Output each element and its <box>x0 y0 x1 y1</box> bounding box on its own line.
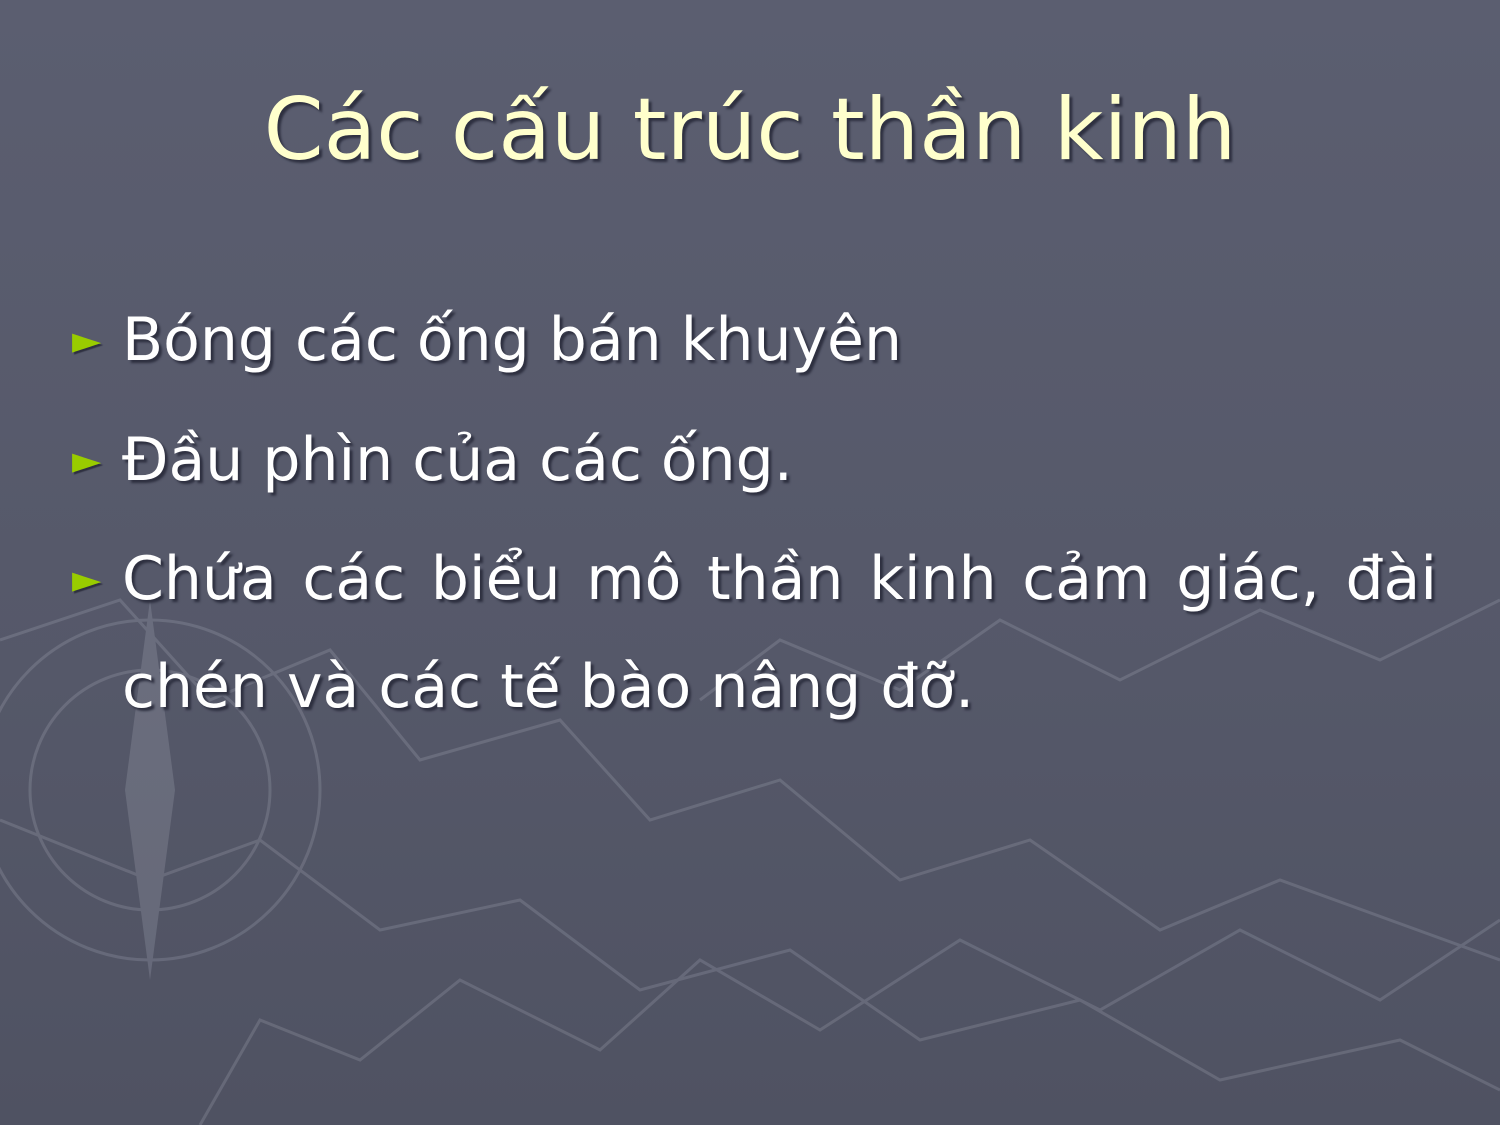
bullet-arrow-icon: ► <box>72 438 102 482</box>
bullet-text: Đầu phìn của các ống. <box>122 425 793 495</box>
bullet-item <box>72 405 1437 515</box>
bullet-text: Chứa các biểu mô thần kinh cảm giác, đài chén và các tế bào nâng đỡ. <box>122 544 1437 722</box>
slide-title: Các cấu trúc thần kinh <box>263 80 1237 180</box>
map-line <box>200 920 1500 1125</box>
bullet-text: Bóng các ống bán khuyên <box>122 305 902 375</box>
bullet-arrow-icon: ► <box>72 557 102 601</box>
map-line <box>0 820 1500 1090</box>
bullet-arrow-icon: ► <box>72 318 102 362</box>
bullet-list <box>72 285 1437 751</box>
bullet-item <box>72 525 1437 741</box>
bullet-item <box>72 285 1437 395</box>
